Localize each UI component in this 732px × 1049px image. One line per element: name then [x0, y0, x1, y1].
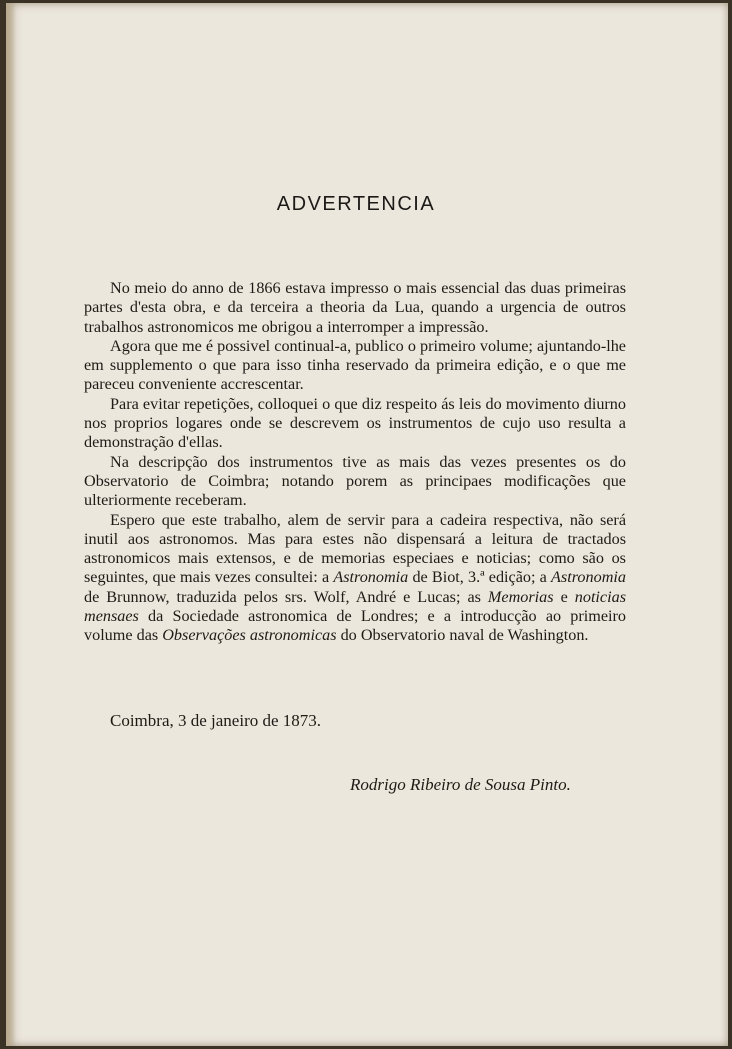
page-binding-shadow — [6, 3, 16, 1046]
document-page — [6, 3, 728, 1046]
paragraph-5-text-1: Espero que este trabalho, alem de servir para a cadeira respectiva, não será inutil aos astronomos. Mas para estes não dispensará a leitura de tractados astronomicos mais extensos, e de memorias especiaes e noticias; como são os seguintes, que mais vezes consultei: a — [84, 510, 626, 587]
place-and-date: Coimbra, 3 de janeiro de 1873. — [110, 711, 322, 730]
body-text — [84, 279, 626, 646]
author-signature: Rodrigo Ribeiro de Sousa Pinto. — [350, 775, 571, 794]
paragraph-2: Agora que me é possivel continual-a, publico o primeiro volume; ajuntando-lhe em supplemento o que para isso tinha reservado da primeira edição, e o que me pareceu conveniente accrescentar. — [84, 336, 626, 394]
page-title: ADVERTENCIA — [276, 193, 436, 215]
paragraph-5-italic-5: Observações astronomicas — [162, 626, 337, 645]
paragraph-5-text-5: da Sociedade astronomica de Londres; e a introducção ao primeiro volume das — [84, 607, 626, 645]
paragraph-3: Para evitar repetições, colloquei o que diz respeito ás leis do movimento diurno nos proprios logares onde se descrevem os instrumentos de cujo uso resulta a demonstração d'ellas. — [84, 394, 626, 452]
paragraph-5-italic-3: Memorias — [487, 587, 554, 606]
paragraph-5-text-3: de Brunnow, traduzida pelos srs. Wolf, André e Lucas; as — [84, 587, 488, 606]
paragraph-5-text-6: do Observatorio naval de Washington. — [336, 626, 589, 645]
paragraph-5-text-4: e — [553, 587, 575, 606]
paragraph-4: Na descripção dos instrumentos tive as mais das vezes presentes os do Observatorio de Coimbra; notando porem as principaes modificações que ulteriormente receberam. — [84, 452, 626, 510]
paragraph-5 — [84, 511, 626, 646]
paragraph-1: No meio do anno de 1866 estava impresso o mais essencial das duas primeiras partes d'esta obra, e da terceira a theoria da Lua, quando a urgencia de outros trabalhos astronomicos me obrigou a interromper a impressão. — [84, 279, 626, 336]
paragraph-5-italic-1: Astronomia — [333, 568, 409, 587]
paragraph-5-text-2: de Biot, 3.ª edição; a — [408, 568, 552, 587]
paragraph-5-italic-4: noticias mensaes — [84, 587, 627, 626]
paragraph-5-italic-2: Astronomia — [551, 568, 626, 587]
